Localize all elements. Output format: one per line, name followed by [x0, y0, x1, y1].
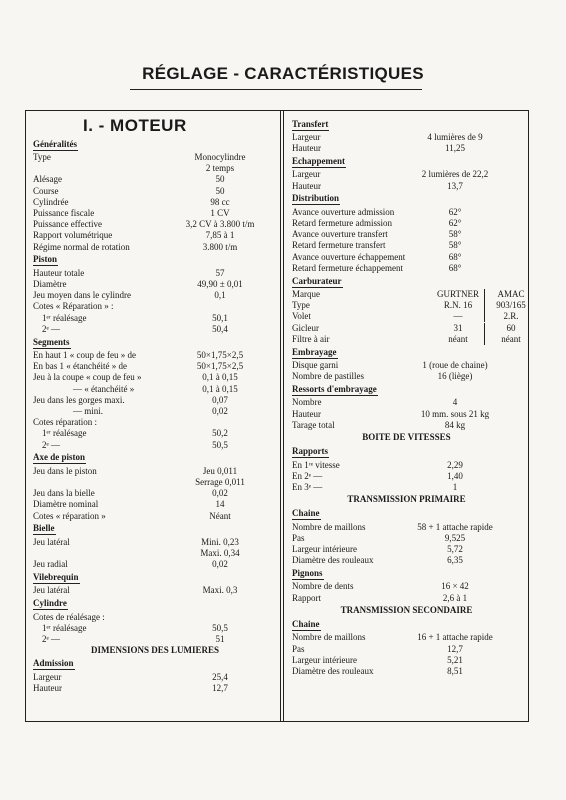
spec-value-gurtner: néant: [448, 333, 468, 344]
spec-value: 10 mm. sous 21 kg: [420, 408, 490, 419]
spec-value: Monocylindre: [194, 152, 246, 162]
spec-value: 1 (roue de chaine): [422, 360, 488, 370]
section-label: Chaine: [292, 508, 320, 519]
spec-label: Retard fermeture échappement: [292, 262, 403, 273]
spec-label: Hauteur totale: [33, 267, 85, 278]
spec-label: Rapport volumétrique: [33, 230, 113, 241]
section-label: Rapports: [292, 446, 329, 457]
spec-label: Hauteur: [33, 682, 62, 693]
spec-value: 1: [452, 481, 458, 492]
spec-label: 1ᵉʳ réalésage: [42, 428, 87, 439]
spec-label: Nombre: [292, 397, 322, 408]
spec-label: En 2ᵉ —: [292, 470, 323, 481]
spec-label: Hauteur: [292, 180, 321, 191]
spec-label: Avance ouverture admission: [292, 206, 395, 217]
spec-label: Retard fermeture transfert: [292, 240, 386, 251]
spec-label: En 3ᵉ —: [292, 481, 323, 492]
spec-value: Maxi. 0,34: [200, 548, 240, 558]
spec-value: 98 cc: [210, 196, 230, 207]
spec-label: Largeur: [292, 132, 321, 142]
spec-value: 68°: [448, 251, 462, 262]
spec-value: 16 (liège): [437, 371, 473, 382]
spec-value-amac: 2.R.: [503, 311, 519, 322]
spec-value: 50,4: [212, 323, 228, 334]
spec-label: Jeu moyen dans le cylindre: [33, 290, 131, 301]
spec-value: 8,51: [447, 665, 463, 676]
spec-label: Jeu latéral: [33, 536, 70, 547]
spec-label: Cotes « réparation »: [33, 510, 106, 521]
spec-label: 2ᵉ —: [42, 323, 61, 334]
spec-label: Alésage: [33, 174, 62, 185]
spec-value: 50: [215, 174, 225, 185]
spec-label: 1ᵉʳ réalésage: [42, 312, 87, 323]
spec-value: Néant: [209, 510, 231, 521]
spec-value: 84 kg: [444, 419, 466, 430]
spec-label: Nombre de pastilles: [292, 371, 364, 382]
spec-value: 49,90 ± 0,01: [197, 279, 243, 289]
spec-value: 9,525: [444, 532, 466, 543]
spec-value: 58 + 1 attache rapide: [417, 521, 493, 532]
spec-value: 14: [215, 499, 225, 510]
spec-label: Avance ouverture transfert: [292, 229, 388, 240]
spec-label: Nombre de maillons: [292, 632, 366, 643]
section-label: Cylindre: [33, 598, 67, 609]
spec-value: 58°: [448, 229, 462, 240]
spec-value: 12,7: [447, 643, 463, 654]
spec-label: En haut 1 « coup de feu » de: [33, 350, 136, 360]
spec-label: Jeu à la coupe « coup de feu »: [33, 372, 142, 383]
spec-value: 16 × 42: [441, 581, 469, 592]
spec-label: Hauteur: [292, 143, 321, 154]
spec-value: 0,02: [212, 559, 228, 570]
spec-value: 3.800 t/m: [202, 241, 238, 252]
spec-label: Volet: [292, 311, 311, 322]
section-heading-moteur: I. - MOTEUR: [83, 116, 187, 135]
spec-label: Diamètre nominal: [33, 499, 99, 510]
section-label: Embrayage: [292, 346, 337, 357]
spec-value: 7,85 à 1: [205, 230, 235, 241]
spec-label: Largeur intérieure: [292, 544, 358, 554]
spec-value: 6,35: [447, 555, 463, 566]
spec-value: 50,1: [212, 312, 228, 323]
spec-label: — mini.: [73, 406, 104, 416]
spec-label: Puissance fiscale: [33, 208, 95, 218]
spec-value: 57: [215, 267, 225, 278]
spec-value: 25,4: [212, 671, 228, 682]
spec-value: 5,21: [447, 654, 463, 665]
section-label: Pignons: [292, 568, 323, 578]
section-label: Généralités: [33, 138, 77, 149]
section-label: Ressorts d'embrayage: [292, 384, 377, 394]
spec-label: Type: [292, 300, 310, 311]
spec-value: 4: [452, 397, 458, 408]
spec-label: Retard fermeture admission: [292, 218, 392, 228]
spec-label: Gicleur: [292, 322, 319, 333]
spec-value: 2,29: [447, 459, 463, 470]
spec-label: Puissance effective: [33, 219, 103, 230]
spec-value: 12,7: [212, 682, 228, 693]
section-label: Distribution: [292, 193, 340, 204]
spec-value: 68°: [448, 262, 462, 273]
spec-value: 0,07: [212, 394, 228, 405]
spec-label: Cotes « Réparation » :: [33, 301, 114, 312]
spec-value: 16 + 1 attache rapide: [417, 632, 493, 643]
spec-value: 50×1,75×2,5: [196, 350, 244, 360]
spec-value: 1 CV: [210, 208, 230, 218]
section-label: Chaine: [292, 618, 320, 629]
spec-value: 0,02: [212, 406, 228, 416]
section-label: Piston: [33, 254, 58, 265]
section-label: Segments: [33, 336, 70, 347]
spec-value-gurtner: 31: [453, 322, 463, 333]
spec-value: 50,5: [212, 439, 228, 450]
page-title: RÉGLAGE - CARACTÉRISTIQUES: [142, 64, 424, 83]
spec-value: 58°: [448, 240, 462, 251]
section-label: Transfert: [292, 118, 329, 129]
spec-label: Tarage total: [292, 419, 335, 430]
spec-label: Jeu dans les gorges maxi.: [33, 394, 125, 405]
spec-value-amac: 903/165: [496, 300, 526, 311]
spec-value: 62°: [448, 206, 462, 217]
spec-value: 2 lumières de 22,2: [421, 169, 489, 180]
spec-label: Nombre de maillons: [292, 521, 366, 532]
section-label: Carburateur: [292, 275, 342, 286]
spec-label: Cotes de réalésage :: [33, 611, 105, 622]
spec-label: Course: [33, 185, 59, 196]
spec-label: En bas 1 « étanchéité » de: [33, 361, 127, 372]
spec-value: 50,2: [212, 428, 228, 439]
section-label: Bielle: [33, 523, 55, 534]
spec-label: — « étanchéité »: [73, 383, 135, 394]
spec-label: Jeu dans la bielle: [33, 488, 95, 499]
spec-label: Hauteur: [292, 408, 321, 419]
spec-label: Jeu latéral: [33, 585, 70, 596]
spec-label: Cylindrée: [33, 196, 69, 207]
spec-label: 2ᵉ —: [42, 439, 61, 450]
group-title: TRANSMISSION SECONDAIRE: [340, 604, 473, 615]
spec-label: Diamètre des rouleaux: [292, 665, 374, 676]
spec-label: Jeu radial: [33, 559, 68, 570]
group-title: TRANSMISSION PRIMAIRE: [347, 494, 466, 505]
spec-value: 0,1: [214, 290, 226, 301]
section-label: Axe de piston: [33, 452, 86, 463]
spec-label: Largeur: [33, 671, 62, 682]
group-title: DIMENSIONS DES LUMIERES: [90, 645, 220, 656]
spec-value-gurtner: —: [453, 311, 463, 322]
section-label: Vilebrequin: [33, 572, 79, 582]
spec-label: Type: [33, 152, 51, 162]
spec-label: 1ᵉʳ réalésage: [42, 622, 87, 633]
title-underline: [130, 89, 422, 90]
spec-value-amac: 60: [506, 322, 516, 333]
spec-value: 11,25: [445, 143, 465, 154]
spec-label: Cotes réparation :: [33, 417, 97, 428]
spec-value: 0,1 à 0,15: [202, 383, 238, 394]
spec-value: 2 temps: [205, 163, 235, 174]
spec-value-amac: néant: [501, 333, 521, 344]
spec-label: Diamètre: [33, 279, 67, 289]
spec-value: 2,6 à 1: [442, 592, 468, 603]
spec-value: 4 lumières de 9: [427, 132, 483, 142]
spec-label: Diamètre des rouleaux: [292, 555, 374, 566]
spec-value-gurtner: GURTNER: [437, 289, 479, 299]
spec-value-gurtner: R.N. 16: [443, 300, 473, 311]
spec-value: Jeu 0,011: [202, 465, 238, 476]
spec-value: Mini. 0,23: [201, 536, 239, 547]
spec-label: Largeur: [292, 169, 321, 180]
spec-value: Maxi. 0,3: [202, 585, 238, 596]
spec-label: Rapport: [292, 592, 321, 603]
spec-value: 50: [215, 185, 225, 196]
spec-label: Nombre de dents: [292, 581, 354, 592]
spec-label: 2ᵉ —: [42, 634, 61, 644]
spec-label: Pas: [292, 643, 305, 654]
spec-label: Régime normal de rotation: [33, 241, 130, 252]
spec-value-amac: AMAC: [497, 289, 525, 299]
spec-label: Avance ouverture échappement: [292, 251, 406, 262]
spec-label: Marque: [292, 289, 320, 299]
section-label: Echappement: [292, 156, 346, 166]
spec-value: 62°: [448, 218, 462, 228]
spec-value: 0,02: [212, 488, 228, 499]
spec-value: 50×1,75×2,5: [196, 361, 244, 372]
spec-label: Filtre à air: [292, 333, 330, 344]
spec-label: Jeu dans le piston: [33, 465, 97, 476]
group-title: BOITE DE VITESSES: [362, 432, 451, 442]
spec-label: En 1ʳᵉ vitesse: [292, 459, 340, 470]
spec-value: 5,72: [447, 544, 463, 554]
spec-label: Disque garni: [292, 360, 339, 370]
spec-value: 50,5: [212, 622, 228, 633]
spec-label: Pas: [292, 532, 305, 543]
spec-value: 3,2 CV à 3.800 t/m: [185, 219, 255, 230]
spec-label: Largeur intérieure: [292, 654, 358, 665]
section-label: Admission: [33, 658, 74, 669]
spec-value: 0,1 à 0,15: [202, 372, 238, 383]
spec-value: 13,7: [447, 180, 463, 191]
spec-value: Serrage 0,011: [195, 477, 245, 487]
spec-value: 1,40: [447, 470, 463, 481]
spec-value: 51: [215, 634, 225, 644]
